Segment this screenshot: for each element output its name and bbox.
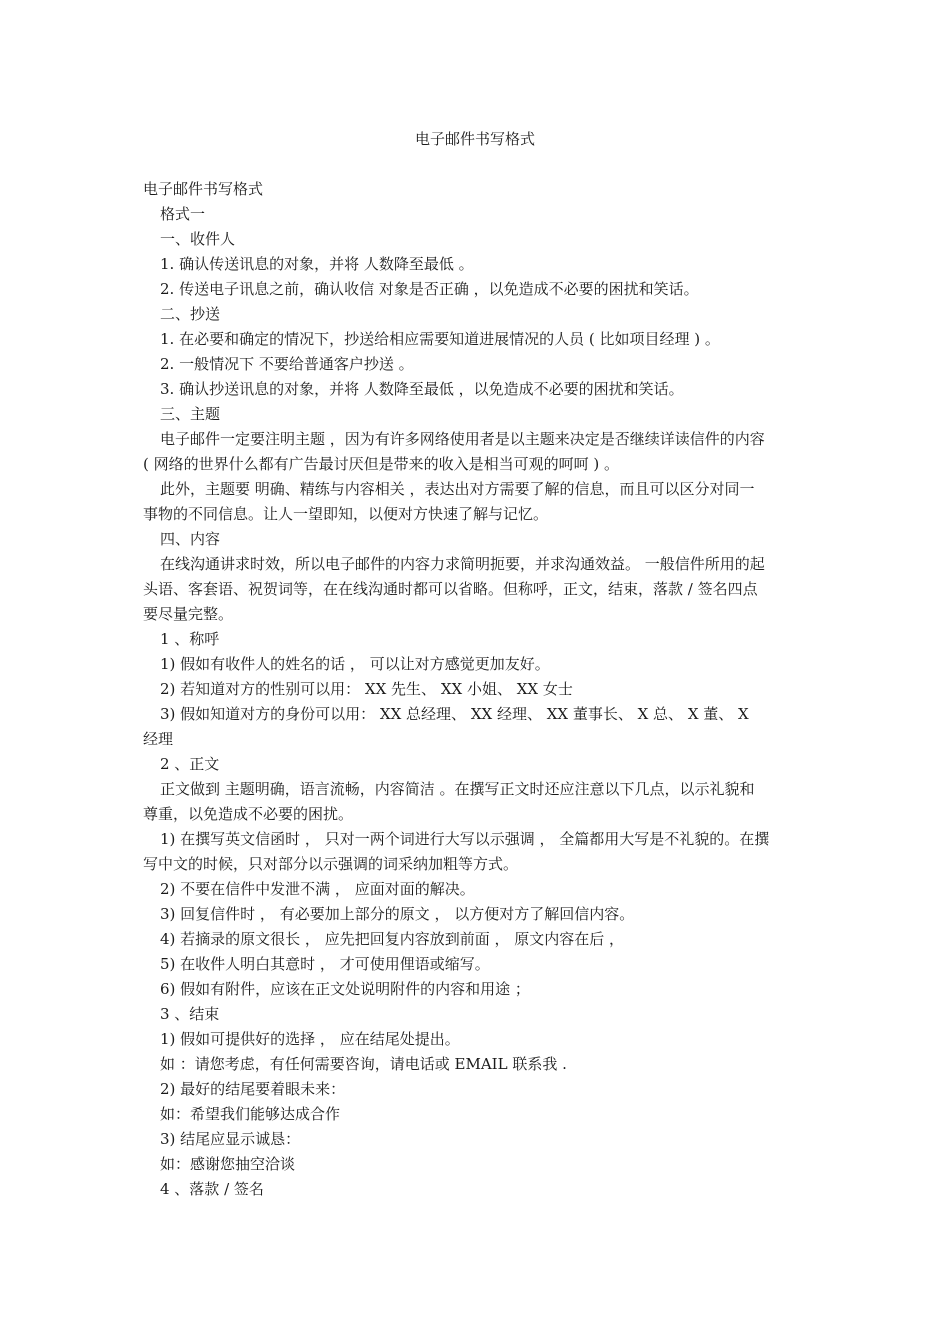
text-line: 3) 假如知道对方的身份可以用： XX 总经理、 XX 经理、 XX 董事长、 X 总、 X 董、 X	[160, 705, 749, 723]
text-line: 如：感谢您抽空洽谈	[160, 1155, 296, 1173]
text-line: 此外，主题要 明确、精练与内容相关 ，表达出对方需要了解的信息，而且可以区分对同一	[160, 480, 755, 498]
text-line: 头语、客套语、祝贺词等，在在线沟通时都可以省略。但称呼，正文，结束，落款 / 签名四点	[143, 580, 758, 598]
text-line: 3 、结束	[160, 1005, 220, 1023]
text-line: 写中文的时候，只对部分以示强调的词采纳加粗等方式。	[143, 855, 519, 873]
text-line: 2. 传送电子讯息之前，确认收信 对象是否正确 ，以免造成不必要的困扰和笑话。	[160, 280, 699, 298]
document-body	[143, 177, 811, 1202]
text-line: 1) 在撰写英文信函时 ， 只对一两个词进行大写以示强调 ， 全篇都用大写是不礼貌的。在撰	[160, 830, 770, 848]
text-line: 2) 最好的结尾要着眼未来：	[160, 1080, 346, 1098]
text-line: 5) 在收件人明白其意时 ， 才可使用俚语或缩写。	[160, 955, 490, 973]
text-line: 3) 结尾应显示诚恳：	[160, 1130, 301, 1148]
text-line: 三、主题	[160, 405, 221, 423]
text-line: 2) 不要在信件中发泄不满 ， 应面对面的解决。	[160, 880, 475, 898]
document-title: 电子邮件书写格式	[414, 130, 535, 148]
text-line: 如 ：请您考虑，有任何需要咨询，请电话或 EMAIL 联系我 .	[160, 1055, 567, 1073]
text-line: 3) 回复信件时 ， 有必要加上部分的原文 ， 以方便对方了解回信内容。	[160, 905, 635, 923]
text-line: 事物的不同信息。让人一望即知，以便对方快速了解与记忆。	[143, 505, 549, 523]
text-line: 1 、称呼	[160, 630, 220, 648]
text-line: 2 、正文	[160, 755, 220, 773]
text-line: 4 、落款 / 签名	[160, 1180, 264, 1198]
text-line: 电子邮件书写格式	[143, 180, 264, 198]
text-line: 1) 假如有收件人的姓名的话 ， 可以让对方感觉更加友好。	[160, 655, 550, 673]
text-line: 4) 若摘录的原文很长 ， 应先把回复内容放到前面 ， 原文内容在后 ，	[160, 930, 625, 948]
text-line: 正文做到 主题明确，语言流畅，内容简洁 。在撰写正文时还应注意以下几点，以示礼貌和	[160, 780, 755, 798]
text-line: 2) 若知道对方的性别可以用： XX 先生、 XX 小姐、 XX 女士	[160, 680, 573, 698]
text-line: 1. 在必要和确定的情况下，抄送给相应需要知道进展情况的人员 ( 比如项目经理 ) 。	[160, 330, 720, 348]
text-line: 6) 假如有附件，应该在正文处说明附件的内容和用途 ；	[160, 980, 530, 998]
text-line: ( 网络的世界什么都有广告最讨厌但是带来的收入是相当可观的呵呵 ) 。	[143, 455, 620, 473]
text-line: 经理	[143, 730, 174, 748]
text-line: 1. 确认传送讯息的对象，并将 人数降至最低 。	[160, 255, 474, 273]
text-line: 1) 假如可提供好的选择 ， 应在结尾处提出。	[160, 1030, 460, 1048]
text-line: 二、抄送	[160, 305, 221, 323]
text-line: 尊重，以免造成不必要的困扰。	[143, 805, 354, 823]
text-line: 在线沟通讲求时效，所以电子邮件的内容力求简明扼要，并求沟通效益。 一般信件所用的起	[160, 555, 765, 573]
text-line: 如：希望我们能够达成合作	[160, 1105, 341, 1123]
text-line: 3. 确认抄送讯息的对象，并将 人数降至最低 ，以免造成不必要的困扰和笑话。	[160, 380, 684, 398]
text-line: 格式一	[160, 205, 206, 223]
text-line: 四、内容	[160, 530, 221, 548]
text-line: 2. 一般情况下 不要给普通客户抄送 。	[160, 355, 414, 373]
text-line: 一、收件人	[160, 230, 236, 248]
text-line: 电子邮件一定要注明主题 ，因为有许多网络使用者是以主题来决定是否继续详读信件的内容	[160, 430, 765, 448]
text-line: 要尽量完整。	[143, 605, 234, 623]
